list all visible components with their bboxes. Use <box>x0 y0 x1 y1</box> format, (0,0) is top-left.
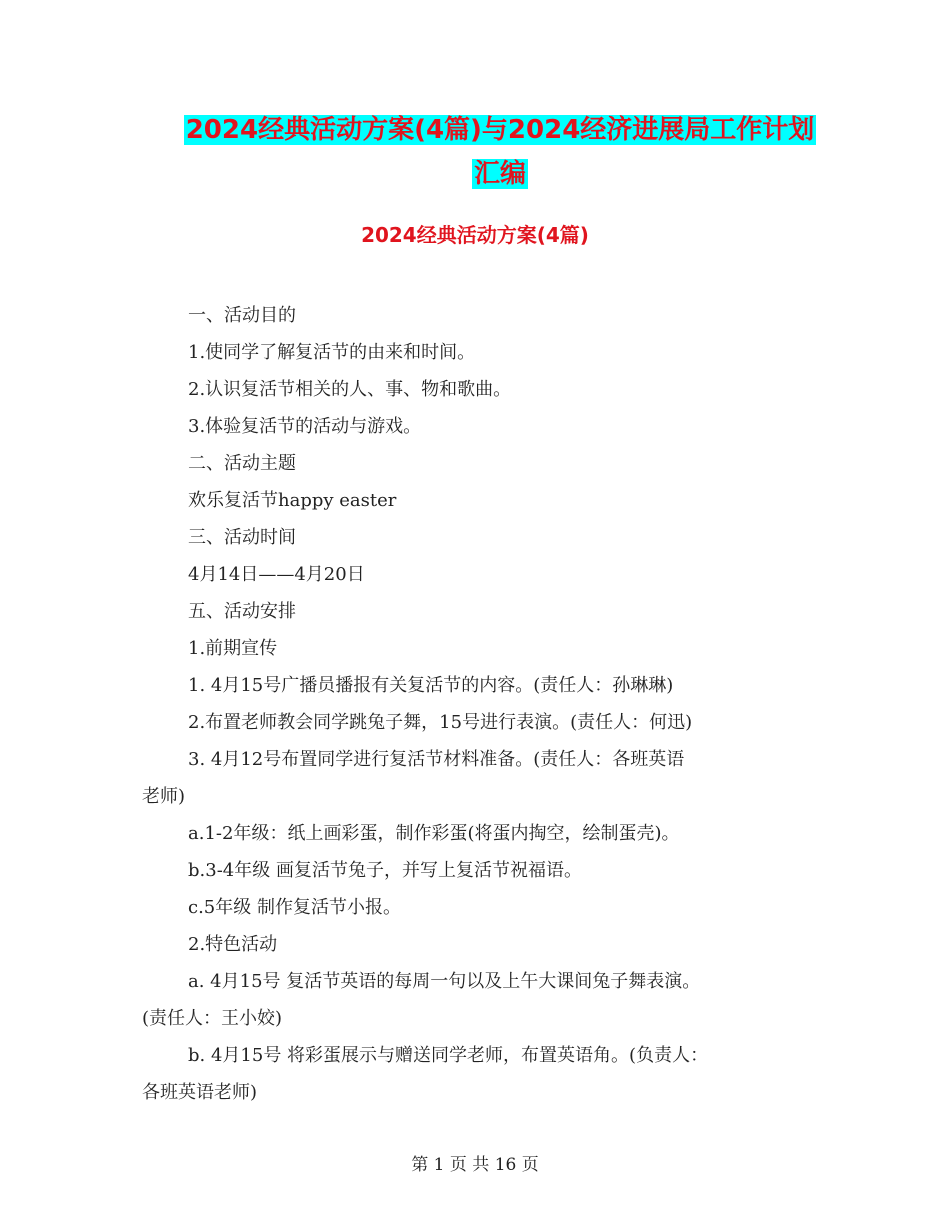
body-line: 各班英语老师) <box>142 1082 258 1103</box>
body-line: 二、活动主题 <box>188 453 296 474</box>
document-title-line-2: 汇编 <box>473 159 526 189</box>
body-line: 老师) <box>142 786 186 807</box>
body-line: 欢乐复活节happy easter <box>188 490 397 511</box>
body-line: 2.认识复活节相关的人、事、物和歌曲。 <box>188 379 512 400</box>
page-footer: 第 1 页 共 16 页 <box>411 1155 539 1175</box>
body-line: 3. 4月12号布置同学进行复活节材料准备。(责任人：各班英语 <box>188 749 685 770</box>
body-line: 一、活动目的 <box>188 305 296 326</box>
document-title-line-1: 2024经典活动方案(4篇)与2024经济进展局工作计划 <box>185 115 815 145</box>
body-line: a. 4月15号 复活节英语的每周一句以及上午大课间兔子舞表演。 <box>188 971 701 992</box>
body-line: (责任人：王小姣) <box>142 1008 283 1029</box>
body-line: b. 4月15号 将彩蛋展示与赠送同学老师，布置英语角。(负责人： <box>188 1045 709 1066</box>
body-line: b.3-4年级 画复活节兔子，并写上复活节祝福语。 <box>188 860 582 881</box>
body-line: 3.体验复活节的活动与游戏。 <box>188 416 422 437</box>
body-line: 1.前期宣传 <box>188 638 278 659</box>
body-line: 4月14日——4月20日 <box>188 564 365 585</box>
body-line: 1.使同学了解复活节的由来和时间。 <box>188 342 476 363</box>
body-line: c.5年级 制作复活节小报。 <box>188 897 401 918</box>
section-title: 2024经典活动方案(4篇) <box>361 223 589 247</box>
body-line: 2.特色活动 <box>188 934 278 955</box>
body-line: a.1-2年级：纸上画彩蛋，制作彩蛋(将蛋内掏空，绘制蛋壳)。 <box>188 823 680 844</box>
body-line: 1. 4月15号广播员播报有关复活节的内容。(责任人：孙琳琳) <box>188 675 674 696</box>
body-line: 五、活动安排 <box>188 601 296 622</box>
body-line: 2.布置老师教会同学跳兔子舞，15号进行表演。(责任人：何迅) <box>188 712 693 733</box>
body-line: 三、活动时间 <box>188 527 296 548</box>
document-body <box>142 297 822 1111</box>
